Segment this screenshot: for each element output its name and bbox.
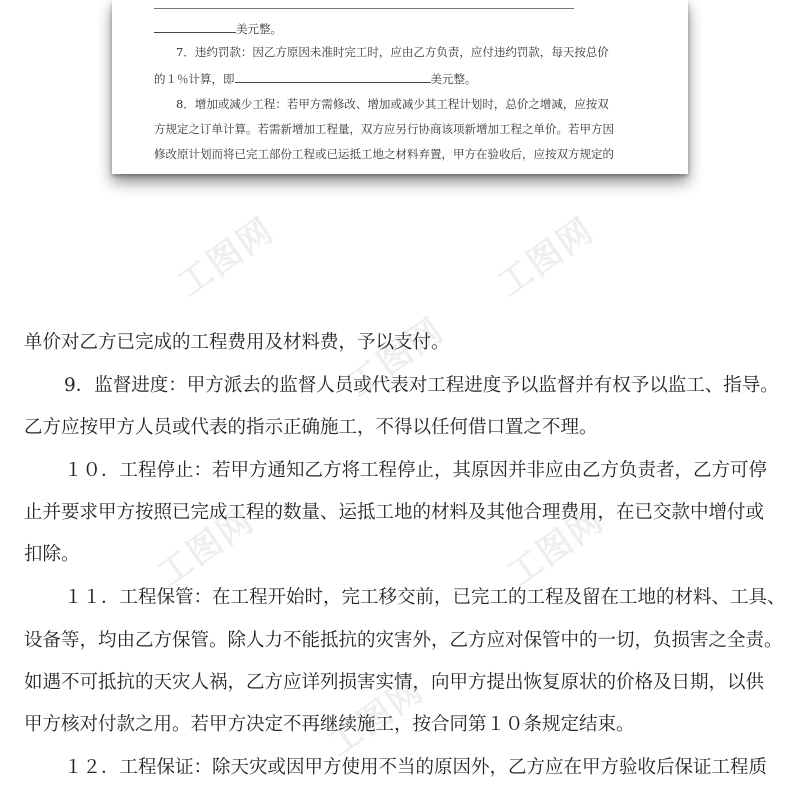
paper-line-amount bbox=[154, 20, 282, 37]
body-line: 设备等，均由乙方保管。除人力不能抵抗的灾害外，乙方应对保管中的一切，负损害之全责。 bbox=[24, 630, 783, 651]
paper-item8-line1: 8．增加或减少工程：若甲方需修改、增加或减少其工程计划时，总价之增减，应按双 bbox=[176, 97, 609, 111]
paper-item7-prefix: 的１％计算，即 bbox=[154, 72, 235, 86]
document-preview-card bbox=[112, 0, 688, 174]
paper-item8-line3: 修改原计划而将已完工部份工程或已运抵工地之材料弃置，甲方在验收后，应按双方规定的 bbox=[154, 147, 614, 161]
watermark: 工图网 bbox=[490, 210, 602, 305]
paper-line-amount-text: 美元整。 bbox=[236, 22, 282, 36]
body-line: １１．工程保管：在工程开始时，完工移交前，已完工的工程及留在工地的材料、工具、 bbox=[64, 587, 786, 608]
body-line: 甲方核对付款之用。若甲方决定不再继续施工，按合同第１０条规定结束。 bbox=[24, 714, 635, 735]
body-line: 如遇不可抵抗的天灾人祸，乙方应详列损害实情，向甲方提出恢复原状的价格及日期，以供 bbox=[24, 672, 765, 693]
cut-off-line bbox=[154, 0, 574, 12]
watermark: 工图网 bbox=[320, 670, 432, 765]
paper-item7-suffix: 美元整。 bbox=[430, 72, 477, 86]
body-line: 9．监督进度：甲方派去的监督人员或代表对工程进度予以监督并有权予以监工、指导。 bbox=[64, 375, 779, 396]
penalty-blank bbox=[235, 70, 431, 83]
amount-blank bbox=[154, 20, 236, 33]
cut-off-blank bbox=[154, 0, 574, 9]
paper-item7-line1: 7．违约罚款：因乙方原因未准时完工时，应由乙方负责，应付违约罚款，每天按总价 bbox=[176, 45, 609, 59]
body-line: 扣除。 bbox=[24, 544, 80, 565]
paper-item7-line2 bbox=[154, 70, 477, 87]
body-line: １２．工程保证：除天灾或因甲方使用不当的原因外，乙方应在甲方验收后保证工程质 bbox=[64, 757, 768, 778]
watermark: 工图网 bbox=[340, 310, 452, 405]
body-line: 乙方应按甲方人员或代表的指示正确施工，不得以任何借口置之不理。 bbox=[24, 417, 598, 438]
paper-item8-line2: 方规定之订单计算。若需新增加工程量，双方应另行协商该项新增加工程之单价。若甲方因 bbox=[154, 122, 614, 136]
watermark: 工图网 bbox=[170, 210, 282, 305]
document-preview-page bbox=[112, 0, 688, 174]
body-line: 止并要求甲方按照已完成工程的数量、运抵工地的材料及其他合理费用，在已交款中增付或 bbox=[24, 502, 765, 523]
body-line: １０．工程停止：若甲方通知乙方将工程停止，其原因并非应由乙方负责者，乙方可停 bbox=[64, 460, 768, 481]
body-line: 单价对乙方已完成的工程费用及材料费，予以支付。 bbox=[24, 332, 450, 353]
watermark: 工图网 bbox=[500, 500, 612, 595]
watermark: 工图网 bbox=[150, 500, 262, 595]
